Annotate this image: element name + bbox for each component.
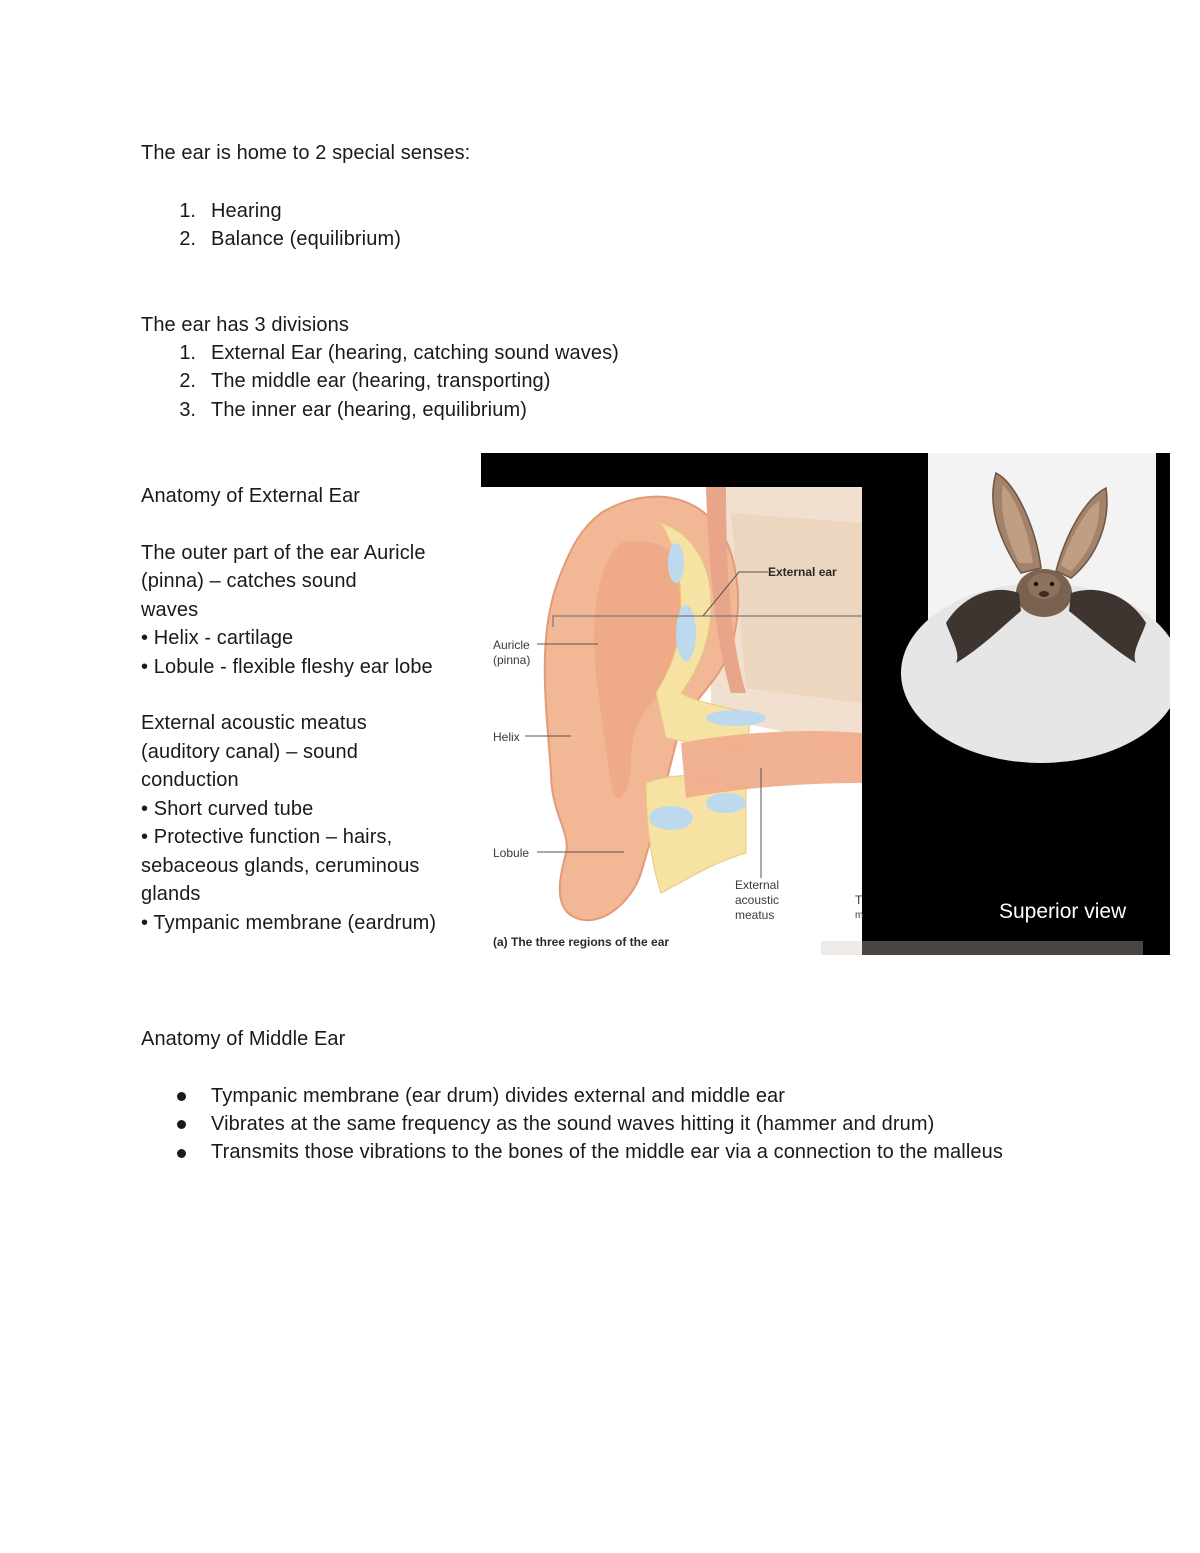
bullet-icon (177, 1149, 186, 1158)
label-helix: Helix (493, 730, 520, 744)
text-line: conduction (141, 769, 239, 791)
label-external-ear: External ear (768, 565, 837, 579)
list-number: 1. (179, 342, 196, 364)
text-line: • Tympanic membrane (eardrum) (141, 912, 437, 934)
intro-text: The ear is home to 2 special senses: (141, 142, 471, 164)
label-meatus-line1: External (735, 878, 780, 892)
text-line: • Lobule - flexible fleshy ear lobe (141, 656, 433, 678)
label-meatus-line2: acoustic (735, 893, 780, 907)
middle-ear-item: Transmits those vibrations to the bones of the middle ear via a connection to the malleus (211, 1141, 1003, 1163)
superior-view-label: Superior view (999, 900, 1127, 923)
division-item: External Ear (hearing, catching sound waves) (211, 342, 619, 364)
list-number: 2. (179, 228, 196, 250)
division-item: The middle ear (hearing, transporting) (211, 370, 551, 392)
text-line: • Short curved tube (141, 798, 314, 820)
text-line: External acoustic meatus (141, 712, 367, 734)
text-line: (auditory canal) – sound (141, 741, 358, 763)
svg-text:m: m (855, 910, 864, 921)
ear-anatomy-figure (481, 453, 1170, 955)
section-heading-external-ear: Anatomy of External Ear (141, 485, 361, 507)
middle-ear-item: Tympanic membrane (ear drum) divides external and middle ear (211, 1085, 786, 1107)
svg-text:T: T (855, 893, 863, 907)
bullet-icon (177, 1092, 186, 1101)
text-line: (pinna) – catches sound (141, 570, 357, 592)
list-item-hearing: Hearing (211, 200, 282, 222)
label-meatus-line3: meatus (735, 908, 775, 922)
divisions-text: The ear has 3 divisions (141, 314, 349, 336)
figure-caption: (a) The three regions of the ear (493, 935, 670, 949)
text-line: sebaceous glands, ceruminous (141, 855, 420, 877)
list-number: 3. (179, 399, 196, 421)
list-number: 1. (179, 200, 196, 222)
middle-ear-item: Vibrates at the same frequency as the sound waves hitting it (hammer and drum) (211, 1113, 935, 1135)
bat-photo (901, 453, 1170, 763)
ear-diagram (481, 453, 1170, 955)
label-auricle: Auricle (493, 638, 530, 652)
text-line: • Helix - cartilage (141, 627, 294, 649)
text-line: The outer part of the ear Auricle (141, 542, 426, 564)
text-line: glands (141, 883, 201, 905)
division-item: The inner ear (hearing, equilibrium) (211, 399, 527, 421)
label-pinna: (pinna) (493, 653, 531, 667)
label-lobule: Lobule (493, 846, 530, 860)
list-item-balance: Balance (equilibrium) (211, 228, 401, 250)
list-number: 2. (179, 370, 196, 392)
text-line: waves (141, 599, 199, 621)
bullet-icon (177, 1120, 186, 1129)
section-heading-middle-ear: Anatomy of Middle Ear (141, 1028, 346, 1050)
text-line: • Protective function – hairs, (141, 826, 393, 848)
